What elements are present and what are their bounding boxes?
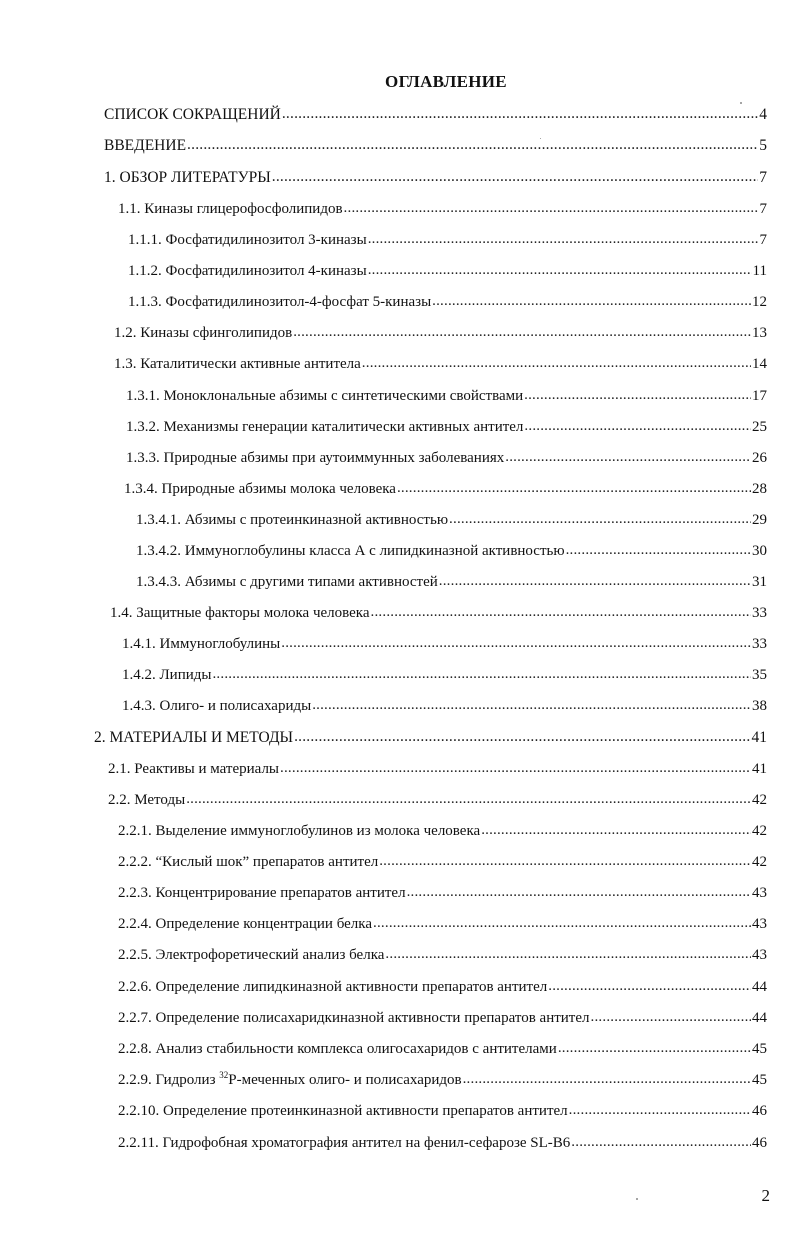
toc-entry-label: 2.2.3. Концентрирование препаратов антител — [118, 885, 406, 901]
toc-entry-label: 1.3.4.2. Иммуноглобулины класса А с липидкиназной активностью — [136, 543, 565, 559]
toc-entry[interactable] — [118, 821, 767, 841]
toc-entry-page: 12 — [752, 294, 767, 310]
toc-entry[interactable] — [126, 417, 767, 437]
toc-entry-label: 1.3.1. Моноклональные абзимы с синтетическими свойствами — [126, 388, 524, 404]
dot-leader — [368, 229, 759, 249]
toc-entry-page: 4 — [759, 106, 767, 123]
toc-entry[interactable] — [136, 541, 767, 561]
toc-entry[interactable] — [126, 448, 767, 468]
toc-entry-page: 5 — [759, 137, 767, 154]
toc-entry-label — [118, 1070, 462, 1090]
toc-title: ОГЛАВЛЕНИЕ — [385, 72, 507, 91]
toc-entry-page: 41 — [751, 729, 767, 746]
toc-entry-page: 31 — [752, 574, 767, 590]
toc-entry-page: 46 — [752, 1103, 767, 1119]
toc-entry-label: 2.2.1. Выделение иммуноглобулинов из молока человека — [118, 823, 481, 839]
dot-leader — [373, 913, 751, 933]
toc-entry-label: 1.3.4.1. Абзимы с протеинкиназной активностью — [136, 512, 449, 528]
toc-entry[interactable] — [118, 199, 767, 219]
dot-leader — [186, 789, 751, 809]
scan-speck — [740, 102, 742, 104]
toc-entry[interactable] — [94, 728, 767, 748]
dot-leader — [293, 322, 751, 342]
toc-entry[interactable] — [118, 852, 767, 872]
toc-entry[interactable] — [118, 1039, 767, 1059]
dot-leader — [212, 664, 751, 684]
toc-entry-page: 42 — [752, 823, 767, 839]
dot-leader — [397, 478, 751, 498]
toc-entry-label: 2. МАТЕРИАЛЫ И МЕТОДЫ — [94, 729, 294, 746]
toc-entry-page: 44 — [752, 1010, 767, 1026]
dot-leader — [312, 695, 751, 715]
dot-leader — [571, 1132, 751, 1152]
toc-entry[interactable] — [104, 168, 767, 188]
toc-entry-label: 1.2. Киназы сфинголипидов — [114, 325, 293, 341]
scan-speck — [636, 1198, 638, 1200]
dot-leader — [432, 291, 751, 311]
dot-leader — [591, 1007, 751, 1027]
toc-entry-page: 13 — [752, 325, 767, 341]
toc-entry[interactable] — [128, 230, 767, 250]
toc-entry-label-part: 2.2.9. Гидролиз — [118, 1072, 216, 1088]
dot-leader — [379, 851, 751, 871]
toc-entry[interactable] — [108, 759, 767, 779]
dot-leader — [187, 135, 758, 155]
toc-entry-page: 41 — [752, 761, 767, 777]
toc-entry-label: 1.3.4.3. Абзимы с другими типами активностей — [136, 574, 438, 590]
toc-entry-page: 46 — [752, 1135, 767, 1151]
isotope-superscript: 32 — [219, 1070, 229, 1080]
toc-entry-page: 7 — [759, 232, 767, 248]
toc-entry-label: 2.2.10. Определение протеинкиназной активности препаратов антител — [118, 1103, 568, 1119]
dot-leader — [524, 416, 751, 436]
toc-entry[interactable] — [122, 665, 767, 685]
toc-entry-page: 45 — [752, 1072, 767, 1088]
toc-entry-page: 38 — [752, 698, 767, 714]
toc-entry-label: 2.2.11. Гидрофобная хроматография антител на фенил-сефарозе SL-B6 — [118, 1135, 571, 1151]
toc-entry-page: 25 — [752, 419, 767, 435]
dot-leader — [439, 571, 751, 591]
toc-entry-label: 1.3. Каталитически активные антитела — [114, 356, 361, 372]
dot-leader — [282, 104, 758, 124]
dot-leader — [463, 1069, 751, 1089]
scan-speck — [540, 138, 541, 139]
toc-entry[interactable] — [118, 977, 767, 997]
toc-entry[interactable] — [126, 386, 767, 406]
dot-leader — [505, 447, 751, 467]
dot-leader — [569, 1100, 751, 1120]
toc-entry[interactable] — [118, 1101, 767, 1121]
toc-entry[interactable] — [128, 261, 767, 281]
toc-entry-page: 42 — [752, 854, 767, 870]
toc-entry-page: 7 — [759, 169, 767, 186]
toc-entry-page: 14 — [752, 356, 767, 372]
toc-entry[interactable] — [104, 105, 767, 125]
dot-leader — [294, 727, 750, 747]
toc-entry-page: 33 — [752, 605, 767, 621]
dot-leader — [548, 976, 751, 996]
toc-entry-page: 26 — [752, 450, 767, 466]
toc-entry[interactable] — [104, 136, 767, 156]
toc-entry[interactable] — [118, 1133, 767, 1153]
toc-entry-page: 11 — [752, 263, 767, 279]
toc-entry-label: 1.4.2. Липиды — [122, 667, 212, 683]
toc-entry-label: 1.4.3. Олиго- и полисахариды — [122, 698, 312, 714]
dot-leader — [368, 260, 752, 280]
dot-leader — [558, 1038, 751, 1058]
toc-entry-label: 2.2. Методы — [108, 792, 186, 808]
toc-entry[interactable] — [124, 479, 767, 499]
toc-entry-label: 2.2.5. Электрофоретический анализ белка — [118, 947, 385, 963]
toc-entry-label-part: P-меченных олиго- и полисахаридов — [228, 1072, 462, 1088]
toc-entry-page: 43 — [752, 947, 767, 963]
toc-entry-label: 2.2.6. Определение липидкиназной активности препаратов антител — [118, 979, 548, 995]
toc-entry-page: 7 — [759, 201, 767, 217]
toc-entry-page: 17 — [752, 388, 767, 404]
toc-entry[interactable] — [114, 323, 767, 343]
toc-entry-page: 35 — [752, 667, 767, 683]
toc-entry-page: 28 — [752, 481, 767, 497]
toc-entry[interactable] — [108, 790, 767, 810]
toc-entry[interactable] — [122, 634, 767, 654]
toc-entry-label: 1.1.3. Фосфатидилинозитол-4-фосфат 5-киназы — [128, 294, 432, 310]
dot-leader — [280, 758, 751, 778]
page-number: 2 — [761, 1186, 770, 1205]
toc-entry[interactable] — [128, 292, 767, 312]
dot-leader — [371, 602, 751, 622]
toc-entry-label: 1.4. Защитные факторы молока человека — [110, 605, 370, 621]
toc-entry-label: СПИСОК СОКРАЩЕНИЙ — [104, 106, 281, 123]
toc-entry-label: 2.1. Реактивы и материалы — [108, 761, 280, 777]
dot-leader — [362, 353, 751, 373]
dot-leader — [344, 198, 759, 218]
toc-entry-page: 42 — [752, 792, 767, 808]
toc-entry-label: 1.3.3. Природные абзимы при аутоиммунных заболеваниях — [126, 450, 505, 466]
dot-leader — [524, 385, 751, 405]
toc-entry-label: 1.1. Киназы глицерофосфолипидов — [118, 201, 343, 217]
toc-entry[interactable] — [118, 1070, 767, 1090]
toc-entry-page: 43 — [752, 885, 767, 901]
toc-entry-label: 1.1.2. Фосфатидилинозитол 4-киназы — [128, 263, 367, 279]
toc-entry[interactable] — [122, 696, 767, 716]
toc-entry[interactable] — [136, 510, 767, 530]
toc-entry-label: 2.2.2. “Кислый шок” препаратов антител — [118, 854, 379, 870]
dot-leader — [407, 882, 751, 902]
toc-entry-label: 2.2.7. Определение полисахаридкиназной активности препаратов антител — [118, 1010, 590, 1026]
dot-leader — [272, 167, 759, 187]
toc-entry-page: 45 — [752, 1041, 767, 1057]
toc-entry-label: 2.2.4. Определение концентрации белка — [118, 916, 373, 932]
toc-entry[interactable] — [118, 945, 767, 965]
toc-entry-page: 30 — [752, 543, 767, 559]
toc-entry-page: 44 — [752, 979, 767, 995]
toc-entry[interactable] — [118, 1008, 767, 1028]
toc-entry-label: 1.1.1. Фосфатидилинозитол 3-киназы — [128, 232, 367, 248]
toc-entry[interactable] — [114, 354, 767, 374]
toc-entry-label: 1.3.2. Механизмы генерации каталитически активных антител — [126, 419, 524, 435]
toc-entry[interactable] — [136, 572, 767, 592]
dot-leader — [566, 540, 751, 560]
toc-entry-page: 33 — [752, 636, 767, 652]
dot-leader — [481, 820, 751, 840]
toc-entry-page: 43 — [752, 916, 767, 932]
toc-entry-label: 1. ОБЗОР ЛИТЕРАТУРЫ — [104, 169, 271, 186]
dot-leader — [281, 633, 751, 653]
toc-entry-label: ВВЕДЕНИЕ — [104, 137, 187, 154]
toc-entry-label: 1.4.1. Иммуноглобулины — [122, 636, 281, 652]
toc-entry-page: 29 — [752, 512, 767, 528]
toc-entry[interactable] — [118, 914, 767, 934]
dot-leader — [449, 509, 751, 529]
toc-entry-label: 1.3.4. Природные абзимы молока человека — [124, 481, 396, 497]
toc-entry[interactable] — [110, 603, 767, 623]
toc-entry-label: 2.2.8. Анализ стабильности комплекса олигосахаридов с антителами — [118, 1041, 557, 1057]
dot-leader — [385, 944, 751, 964]
toc-entry[interactable] — [118, 883, 767, 903]
